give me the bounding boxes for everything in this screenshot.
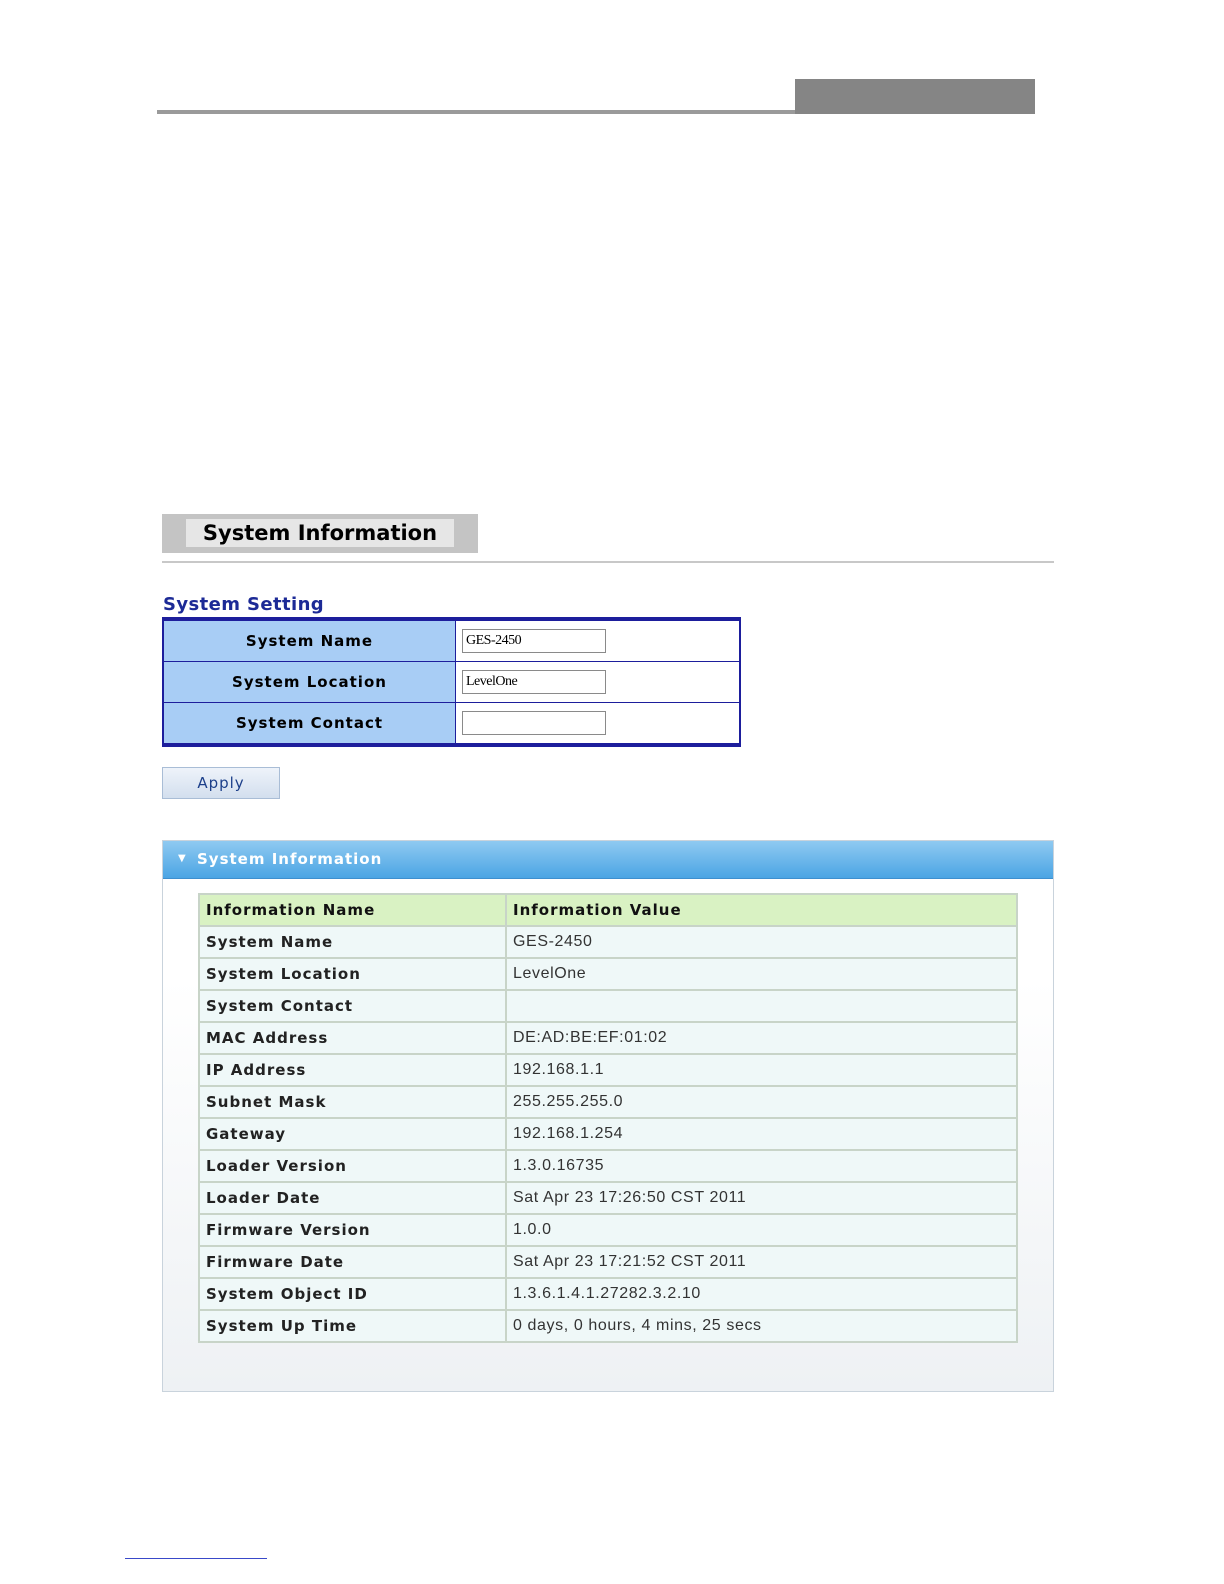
- system-contact-cell: [456, 703, 741, 746]
- table-row: [199, 1246, 1017, 1278]
- row-name: Loader Version: [199, 1150, 506, 1182]
- table-row: [199, 1182, 1017, 1214]
- table-row: [199, 1054, 1017, 1086]
- system-contact-label: System Contact: [163, 703, 456, 746]
- column-header-name: Information Name: [199, 894, 506, 926]
- row-name: Firmware Date: [199, 1246, 506, 1278]
- form-row-system-contact: [163, 703, 740, 746]
- row-value: LevelOne: [506, 958, 1017, 990]
- title-divider: [162, 561, 1054, 563]
- table-row: [199, 1150, 1017, 1182]
- row-name: Loader Date: [199, 1182, 506, 1214]
- row-value: 1.3.6.1.4.1.27282.3.2.10: [506, 1278, 1017, 1310]
- system-name-cell: [456, 619, 741, 662]
- row-value: 255.255.255.0: [506, 1086, 1017, 1118]
- row-value: 1.0.0: [506, 1214, 1017, 1246]
- footer-link-underline: [125, 1558, 267, 1559]
- apply-button[interactable]: Apply: [162, 767, 280, 799]
- table-row: [199, 926, 1017, 958]
- row-name: System Contact: [199, 990, 506, 1022]
- system-setting-form: [162, 617, 741, 747]
- table-header-row: [199, 894, 1017, 926]
- table-row: [199, 1086, 1017, 1118]
- row-value: [506, 990, 1017, 1022]
- row-name: System Name: [199, 926, 506, 958]
- table-row: [199, 1310, 1017, 1342]
- row-name: MAC Address: [199, 1022, 506, 1054]
- row-value: 192.168.1.1: [506, 1054, 1017, 1086]
- system-information-table: [198, 893, 1018, 1343]
- row-name: Subnet Mask: [199, 1086, 506, 1118]
- table-row: [199, 990, 1017, 1022]
- column-header-value: Information Value: [506, 894, 1017, 926]
- system-information-panel: [162, 840, 1054, 1392]
- row-value: DE:AD:BE:EF:01:02: [506, 1022, 1017, 1054]
- table-row: [199, 1022, 1017, 1054]
- table-row: [199, 1214, 1017, 1246]
- system-setting-heading: System Setting: [163, 594, 325, 615]
- table-row: [199, 1118, 1017, 1150]
- row-value: Sat Apr 23 17:26:50 CST 2011: [506, 1182, 1017, 1214]
- row-name: Gateway: [199, 1118, 506, 1150]
- panel-title: System Information: [197, 850, 383, 868]
- form-row-system-location: [163, 662, 740, 703]
- system-contact-input[interactable]: [462, 711, 606, 735]
- row-name: IP Address: [199, 1054, 506, 1086]
- row-name: System Up Time: [199, 1310, 506, 1342]
- page-title: System Information: [186, 519, 454, 547]
- document-header-rule: [157, 110, 797, 114]
- form-row-system-name: [163, 619, 740, 662]
- document-header-block: [795, 79, 1035, 114]
- row-value: 0 days, 0 hours, 4 mins, 25 secs: [506, 1310, 1017, 1342]
- row-name: System Location: [199, 958, 506, 990]
- row-value: GES-2450: [506, 926, 1017, 958]
- system-name-label: System Name: [163, 619, 456, 662]
- row-value: 1.3.0.16735: [506, 1150, 1017, 1182]
- system-location-label: System Location: [163, 662, 456, 703]
- row-value: Sat Apr 23 17:21:52 CST 2011: [506, 1246, 1017, 1278]
- row-name: System Object ID: [199, 1278, 506, 1310]
- page-title-tab: [162, 514, 478, 553]
- collapse-arrow-icon[interactable]: ▼: [178, 853, 187, 864]
- table-row: [199, 958, 1017, 990]
- system-location-input[interactable]: [462, 670, 606, 694]
- system-name-input[interactable]: [462, 629, 606, 653]
- system-location-cell: [456, 662, 741, 703]
- row-value: 192.168.1.254: [506, 1118, 1017, 1150]
- row-name: Firmware Version: [199, 1214, 506, 1246]
- table-row: [199, 1278, 1017, 1310]
- panel-header[interactable]: [163, 841, 1053, 879]
